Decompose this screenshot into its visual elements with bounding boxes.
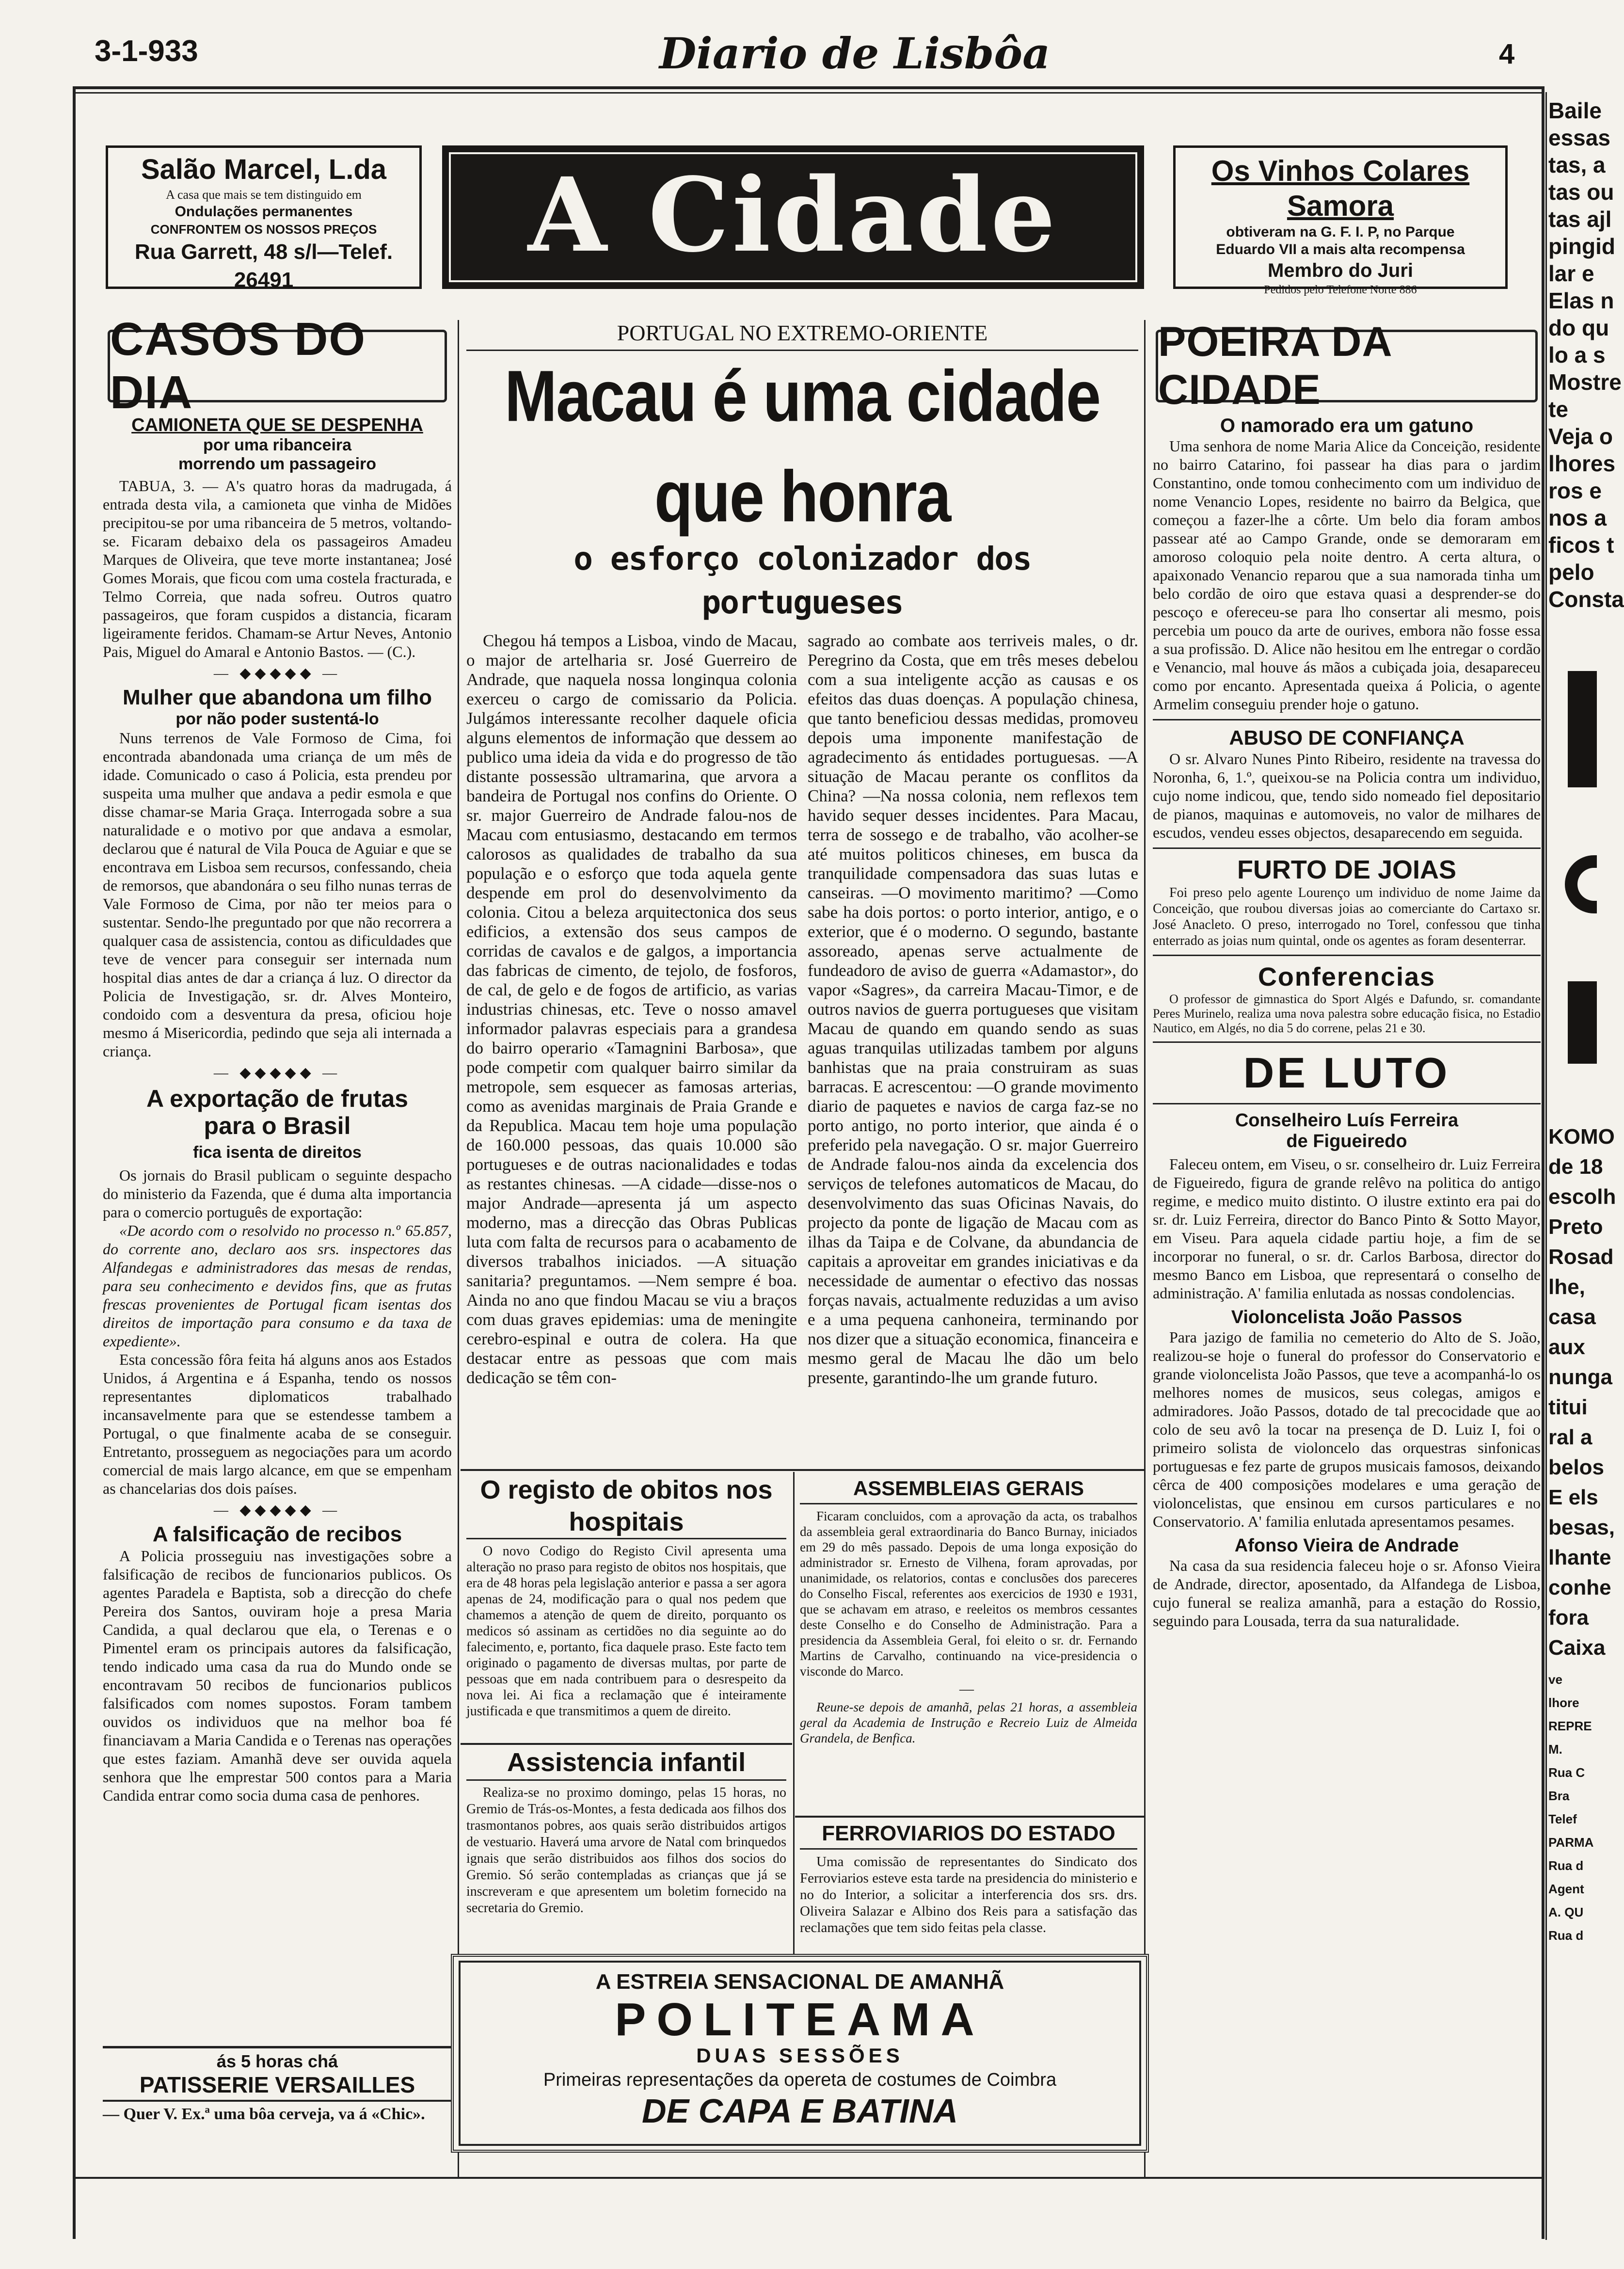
main-headline: Macau é uma cidade que honra <box>504 355 1100 537</box>
article-ferroviarios: FERROVIARIOS DO ESTADO Uma comissão de representantes do Sindicato dos Ferroviarios esteve esta tarde na presidencia do ministerio e no do Interior, a solicitar a interferencia dos srs. drs. Oliveira Salazar e Albino dos Reis para a satisfação das reclamações que tem sido feitas pela classe. <box>800 1819 1137 1960</box>
ad-salao-marcel: Salão Marcel, L.da A casa que mais se tem distinguido em Ondulações permanentes CONFRONTEM OS NOSSOS PREÇOS Rua Garrett, 48 s/l—Telef. 26491 <box>106 145 422 289</box>
column-rule-1 <box>458 320 459 2177</box>
de-luto: DE LUTO <box>1243 1049 1450 1097</box>
headline-mulher: Mulher que abandona um filho <box>123 686 432 709</box>
page-number: 4 <box>1499 38 1515 70</box>
ad-patisserie: ás 5 horas chá PATISSERIE VERSAILLES — Quer V. Ex.ª uma bôa cerveja, va á «Chic». <box>103 2046 452 2162</box>
section-casos-do-dia: CASOS DO DIA <box>108 330 447 402</box>
banner-title: A Cidade <box>527 155 1059 275</box>
cropped-edge-column: Baile essas tas, a tas ou tas ajl pingid lar e Elas n do qu lo a s Mostre te Veja o lhores ros e nos a ficos t pelo Consta KOMO de 18 escolh Preto Rosad lhe, casa aux nunga titui ral a belos E els besas, lhante conhe fora Caixa ve lhore REPRE M. Rua C Bra Telef PARMA Rua d Agent A. QU Rua d <box>1548 98 1624 1943</box>
rule-ferroviarios <box>795 1816 1144 1818</box>
section-poeira-da-cidade: POEIRA DA CIDADE <box>1156 330 1538 402</box>
headline-exportacao: A exportação de frutas <box>146 1085 408 1112</box>
ad-vinhos-colares: Os Vinhos Colares Samora obtiveram na G. F. I. P, no Parque Eduardo VII a mais alta recompensa Membro do Juri Pedidos pelo Telefone Norte 886 <box>1173 145 1508 289</box>
a-cidade-banner <box>442 145 1144 289</box>
column-rule-3 <box>1545 92 1547 2240</box>
edge-graphic <box>1548 613 1597 1122</box>
column-poeira: POEIRA DA CIDADE O namorado era um gatuno Uma senhora de nome Maria Alice da Conceição, residente no bairro Catarino, foi passear ha dias para o jardim Constantino, onde tomou conhecimento com um individuo de nome Venancio Lopes, residente no bairro da Belgica, que começou a fazer-lhe a côrte. Um belo dia foram ambos passear até ao Campo Grande, onde se demoraram em amoroso coloquio pela noite dentro. A certa altura, o apaixonado Venancio reparou que a sua namorada tinha um belo cordão de oiro que estava quasi a desprender-se do pescoço e ofereceu-se para lho consertar ali mesmo, pois percebia um pouco da arte de ourives, embora não fosse essa a sua profissão. D. Alice não hesitou em lhe entregar o cordão e Venancio, mal houve ás mãos a cubiçada joia, desapareceu como por encanto. Apresentada queixa á Policia, o agente Armelim conseguiu prender hoje o gatuno. ABUSO DE CONFIANÇA O sr. Alvaro Nunes Pinto Ribeiro, residente na travessa do Noronha, 6, 1.º, queixou-se na Policia contra um individuo, cujo nome indicou, que, tendo sido nomeado fiel depositario de pianos, maquinas e automoveis, no valor de milhares de escudos, vendeu esses objectos, desaparecendo em seguida. FURTO DE JOIAS Foi preso pelo agente Lourenço um individuo de nome Jaime da Conceição, que roubou diversas joias ao comerciante do Cartaxo sr. José Anacleto. O preso, interrogado no Torel, confessou que tinha enterrado as joias num quintal, onde os agentes as foram desenterrar. Conferencias O professor de gimnastica do Sport Algés e Dafundo, sr. comandante Peres Murinelo, realiza uma nova palestra sobre educação fisica, no Estadio Nautico, em Algés, no dia 5 do correne, pelas 21 e 30. DE LUTO Conselheiro Luís Ferreira de Figueiredo Faleceu ontem, em Viseu, o sr. conselheiro dr. Luiz Ferreira de Figueiredo, figura de grande relêvo na politica do antigo regime, e medico muito distinto. O ilustre extinto era pai do sr. dr. Luiz Ferreira, director do Banco Pinto & Sotto Mayor, em Viseu. Para aquela cidade partiu hoje, a fim de se incorporar no funeral, o sr. dr. Carlos Barbosa, director do mesmo Banco em Lisboa, que representará o conselho de administração. A' familia enlutada as nossas condolencias. Violoncelista João Passos Para jazigo de familia no cemeterio do Alto de S. João, realizou-se hoje o funeral do professor do Conservatorio e grande violoncelista João Passos, que teve a acompanhá-lo os melhores nomes de musicos, seus colegas, amigos e admiradores. João Passos, dotado de tal precocidade que ao colo de seu avô la tocar na presença de D. Luiz I, foi o primeiro solista de violoncelo das orquestras sinfonicas portuguesas e fez parte de grupos musicais famosos, deixando cêrca de 400 composições modelares e uma geração de violoncelistas, que ensinou em cursos particulares e no Conservatorio. A' familia enlutada apresentamos pesames. Afonso Vieira de Andrade Na casa da sua residencia faleceu hoje o sr. Afonso Vieira de Andrade, director, aposentado, da Alfandega de Lisboa, cujo funeral se realiza amanhã, para a estação do Rossio, seguindo para Lousada, terra da sua naturalidade. <box>1153 319 1541 1630</box>
article-assistencia: Assistencia infantil Realiza-se no proximo domingo, pelas 15 horas, no Gremio de Trás-os-Montes, a festa dedicada aos filhos dos trasmontanos pobres, aos quais serão distribuidos artigos de vestuario. Haverá uma arvore de Natal com brinquedos ignais que serão distribuidos aos filhos dos socios do Gremio. Só serão contempladas as crianças que já se inscreveram e que apresentem um boletim fornecido na secretaria do Gremio. <box>466 1745 786 1949</box>
article-obitos: O registo de obitos nos hospitais O novo Codigo do Registo Civil apresenta uma alteração no praso para registo de obitos nos hospitais, que era de 48 horas pela legislação anterior e passa a ser agora apenas de 24, modificação para o qual nos pedem que chamemos a atenção de quem de direito, porquanto os medicos só assinam as certidões no dia seguinte ao do falecimento, e, portanto, fica daquele praso. Este facto tem originado o pagamento de diversas multas, por parte de pessoas que em nada contribuem para o desrespeito da nova lei. Ai fica a reclamação que é inteiramente justificada e que transmitimos a quem de direito. <box>466 1474 786 1741</box>
headline-falsificacao: A falsificação de recibos <box>152 1522 402 1546</box>
column-rule-2 <box>1144 320 1146 2177</box>
main-bottom-rule <box>461 1469 1144 1471</box>
article-camioneta: TABUA, 3. — A's quatro horas da madrugada, á entrada desta vila, a camioneta que vinha de Midões precipitou-se por uma ribanceira de 5 metros, voltando-se. Ficaram debaixo dela os passageiros Amadeu Marques de Oliveira, que teve morte instantanea; José Gomes Morais, que ficou com uma costela fracturada, e Telmo Correia, que nada sofreu. Outros quatro passageiros, que foram cuspidos a distancia, ficaram ligeiramente feridos. Chamam-se Artur Neves, Antonio Pais, Miguel do Amaral e Antonio Bastos. — (C.). <box>103 477 452 660</box>
main-text-right: sagrado ao combate aos terriveis males, o dr. Peregrino da Costa, que em três meses debelou com a sua inteligente acção as causas e os efeitos das duas doenças. A população chinesa, que tanto beneficiou dessas medidas, promoveu depois uma imponente manifestação de agradecimento ás entidades portuguesas. —A situação de Macau perante os conflitos da China? —Na nossa colonia, nem reflexos tem havido sequer desses incidentes. Para Macau, terra de sossego e de trabalho, vão acolher-se até muitos politicos chineses, em busca da tranquilidade compensadora das suas lutas e canseiras. —O movimento maritimo? —Como sabe ha dois portos: o porto interior, antigo, e o exterior, que é o moderno. O segundo, bastante assoreado, apenas serve actualmente de fundeadoro de aviso de guerra «Adamastor», do vapor «Sagres», da carreira Macau-Timor, e de outros navios de guerra portugueses que visitam Macau de quando em quando sendo as suas aguas tranquilas utilizadas tambem por alguns banhistas que na praia construiram as suas barracas. E acrescentou: —O grande movimento diario de paquetes e navios de carga faz-se no porto antigo, no porto interior, que ainda é o preferido pela navegação. O sr. major Guerreiro de Andrade falou-nos ainda da excelencia dos serviços de telefones automaticos de Macau, do desenvolvimento das suas Oficinas Navais, do projecto da ponte de ligação de Macau com as ilhas da Taipa e de Colvane, da abundancia de capitais a aproveitar em grandes iniciativas e da necessidade de aumentar o efectivo das nossas forças navais, actualmente reduzidas a um aviso e a uma pequena canhoneira, terminando por nos dizer que a situação economica, financeira e mesmo geral de Macau lhe dão um belo presente, garantindo-lhe um grande futuro. <box>808 631 1138 1387</box>
newspaper-title: Diario de Lisbôa <box>659 28 1051 79</box>
bottom-rule <box>73 2177 1544 2179</box>
politeama-show: DE CAPA E BATINA <box>641 2092 958 2130</box>
kicker: PORTUGAL NO EXTREMO-ORIENTE <box>466 320 1138 351</box>
main-article <box>466 320 1138 1469</box>
rule-obitos-assist <box>461 1743 792 1745</box>
article-falsificacao: A Policia prosseguiu nas investigações sobre a falsificação de recibos de funcionarios publicos. Os agentes Paradela e Baptista, sob a direcção do chefe Pereira dos Santos, ouviram hoje a presa Maria Candida, a qual declarou que ela, o Terenas e o Pimentel eram os principais autores da falsificação, tendo indicado uma casa da rua do Mundo onde se encontravam 50 recibos de funcionarios publicos falsificados com nomes supostos. Foram tambem ouvidos os individuos que na melhor boa fé financiavam a Maria Candida e o Terenas nas operações que estes faziam. Amanhã deve ser ouvida aquela senhora que lhe emprestar 500 contos para a Maria Candida entrar como socia duma casa de penhores. <box>103 1547 452 1804</box>
article-assembleias: ASSEMBLEIAS GERAIS Ficaram concluidos, com a aprovação da acta, os trabalhos da assembleia geral extraordinaria do Banco Burnay, iniciados em 29 do mês passado. Depois de uma longa exposição do administrador sr. Ernesto de Vilhena, foram aprovadas, por unanimidade, os relatorios, contas e conclusões dos pareceres do Conselho Fiscal, referentes aos exercicios de 1930 e 1931, que se achavam em atraso, e reeleitos os membros cessantes deste Conselho e do Conselho de Administração. Para a presidencia da Assembleia Geral, foi eleito o sr. dr. Fernando Martins de Carvalho, continuando na vice-presidencia o visconde do Marco. — Reune-se depois de amanhã, pelas 21 horas, a assembleia geral da Academia de Instrução e Recreio Luiz de Almeida Grandela, de Benfica. <box>800 1474 1137 1813</box>
article-mulher: Nuns terrenos de Vale Formoso de Cima, foi encontrada abandonada uma criança de um mês de idade. Comunicado o caso á Policia, esta prendeu por suspeita uma mulher que andava a pedir esmola e que disse chamar-se Maria Graça. Interrogada sobre a sua naturalidade e o motivo por que andava a esmolar, declarou que é natural de Vila Pouca de Aguiar e que se encontrava em Lisboa sem recursos, confessando, cheia de remorsos, que abandonára o seu filho nunas terras de Vale Formoso de Cima, por não ter meios para o sustentar. Sendo-lhe preguntado por que não recorrera a qualquer casa de assistencia, contou as dificuldades que teve de vencer para conseguir ser internada num hospital dias antes de dar a criança á luz. O director da Policia de Investigação, sr. dr. Alves Monteiro, condoido com a desventura da presa, oficiou hoje mesmo á Misericordia, pedindo que seja ali internada a criança. <box>103 729 452 1060</box>
ad-politeama: A ESTREIA SENSACIONAL DE AMANHÃ POLITEAMA DUAS SESSÕES Primeiras representações da opereta de costumes de Coimbra DE CAPA E BATINA <box>451 1954 1149 2153</box>
issue-date: 3-1-933 <box>95 34 198 68</box>
top-rule <box>73 92 1544 94</box>
main-text-left: Chegou há tempos a Lisboa, vindo de Macau, o major de artelharia sr. José Guerreiro de Andrade, que naquela nossa longinqua colonia exerceu o cargo de comissario da Policia. Julgámos interessante recolher daquele oficia alguns elementos de informação que dessem ao publico uma ideia da vida e do progresso de tão distante possessão ultramarina, que arvora a bandeira de Portugal nos confins do Oriente. O sr. major Guerreiro de Andrade falou-nos de Macau com entusiasmo, destacando em termos calorosos as qualidades de trabalho da sua população e o esforço que toda aquela gente despende em prol do desenvolvimento da colonia. Citou a beleza arquitectonica dos seus edificios, a extensão dos seus campos de corridas de cavalos e de galgos, a importancia das fabricas de cimento, de tejolo, de fosforos, de cal, de gelo e de fogos de artificio, as varias industrias chinesas, etc. Teve o nosso amavel informador palavras especiais para a grandesa do bairro operario «Tamagnini Barbosa», que pode competir com qualquer bairro similar da metropole, sem esquecer as famosas arterias, como as avenidas marginais de Praia Grande e da Republica. Macau tem hoje uma população de 160.000 pessoas, das quais 10.000 são portugueses e de outras nacionalidades e todas as restantes chinesas. —A cidade—disse-nos o major Andrade—apresenta já um aspecto moderno, mas a direcção das Obras Publicas luta com falta de recursos para o acabamento de diversos trabalhos iniciados. —A situação sanitaria? preguntamos. —Nem sempre é boa. Ainda no ano que findou Macau se viu a braços com duas graves epidemias: uma de meningite cerebro-espinal e outra de colera. Ha que destacar entre as pessoas que com mais dedicação se têm con- <box>466 631 797 1387</box>
masthead <box>0 0 1598 82</box>
column-rule-mid <box>793 1472 795 1957</box>
main-subhead: o esforço colonizador dos portugueses <box>573 540 1031 621</box>
politeama-title: POLITEAMA <box>615 1994 985 2045</box>
headline-camioneta: CAMIONETA QUE SE DESPENHA <box>131 415 423 435</box>
column-casos-do-dia: CASOS DO DIA CAMIONETA QUE SE DESPENHA por uma ribanceira morrendo um passageiro TABUA, 3. — A's quatro horas da madrugada, á entrada desta vila, a camioneta que vinha de Midões precipitou-se por uma ribanceira de 5 metros, voltando-se. Ficaram debaixo dela os passageiros Amadeu Marques de Oliveira, que teve morte instantanea; José Gomes Morais, que ficou com uma costela fracturada, e Telmo Correia, que nada sofreu. Outros quatro passageiros, que foram cuspidos a distancia, ficaram ligeiramente feridos. Chamam-se Artur Neves, Antonio Pais, Miguel do Amaral e Antonio Bastos. — (C.). — ◆◆◆◆◆ — Mulher que abandona um filho por não poder sustentá-lo Nuns terrenos de Vale Formoso de Cima, foi encontrada abandonada uma criança de um mês de idade. Comunicado o caso á Policia, esta prendeu por suspeita uma mulher que andava a pedir esmola e que disse chamar-se Maria Graça. Interrogada sobre a sua naturalidade e o motivo por que andava a esmolar, declarou que é natural de Vila Pouca de Aguiar e que se encontrava em Lisboa sem recursos, confessando, cheia de remorsos, que abandonára o seu filho nunas terras de Vale Formoso de Cima, por não ter meios para o sustentar. Sendo-lhe preguntado por que não recorrera a qualquer casa de assistencia, contou as dificuldades que teve de vencer para conseguir ser internada num hospital dias antes de dar a criança á luz. O director da Policia de Investigação, sr. dr. Alves Monteiro, condoido com a desventura da presa, oficiou hoje mesmo á Misericordia, pedindo que seja ali internada a criança. — ◆◆◆◆◆ — A exportação de frutas para o Brasil fica isenta de direitos Os jornais do Brasil publicam o seguinte despacho do ministerio da Fazenda, que é duma alta importancia para o comercio português de exportação: «De acordo com o resolvido no processo n.º 65.857, do corrente ano, declaro aos srs. inspectores das Alfandegas e administradores das mesas de rendas, para seu conhecimento e devidos fins, que as frutas frescas provenientes de Portugal ficam isentas dos direitos de importação para consumo e da taxa de expediente». Esta concessão fôra feita há alguns anos aos Estados Unidos, á Argentina e á Espanha, tendo os nossos representantes diplomaticos trabalhado incansavelmente para que se estendesse tambem a Portugal, o que finalmente acaba de se conseguir. Entretanto, prosseguem as negociações para um acordo comercial de mais largo alcance, em que se empenham as chancelarias dos dois países. — ◆◆◆◆◆ — A falsificação de recibos A Policia prosseguiu nas investigações sobre a falsificação de recibos de funcionarios publicos. Os agentes Paradela e Baptista, sob a direcção do chefe Pereira dos Santos, ouviram hoje a presa Maria Candida, a qual declarou que ela, o Terenas e o Pimentel eram os principais autores da falsificação, tendo indicado uma casa da rua do Mundo onde se encontravam 50 recibos de funcionarios publicos falsificados com nomes supostos. Foram tambem ouvidos os individuos que na melhor boa fé financiavam a Maria Candida e o Terenas nas operações que estes faziam. Amanhã deve ser ouvida aquela senhora que lhe emprestar 500 contos para a Maria Candida entrar como socia duma casa de penhores. <box>103 313 452 1804</box>
